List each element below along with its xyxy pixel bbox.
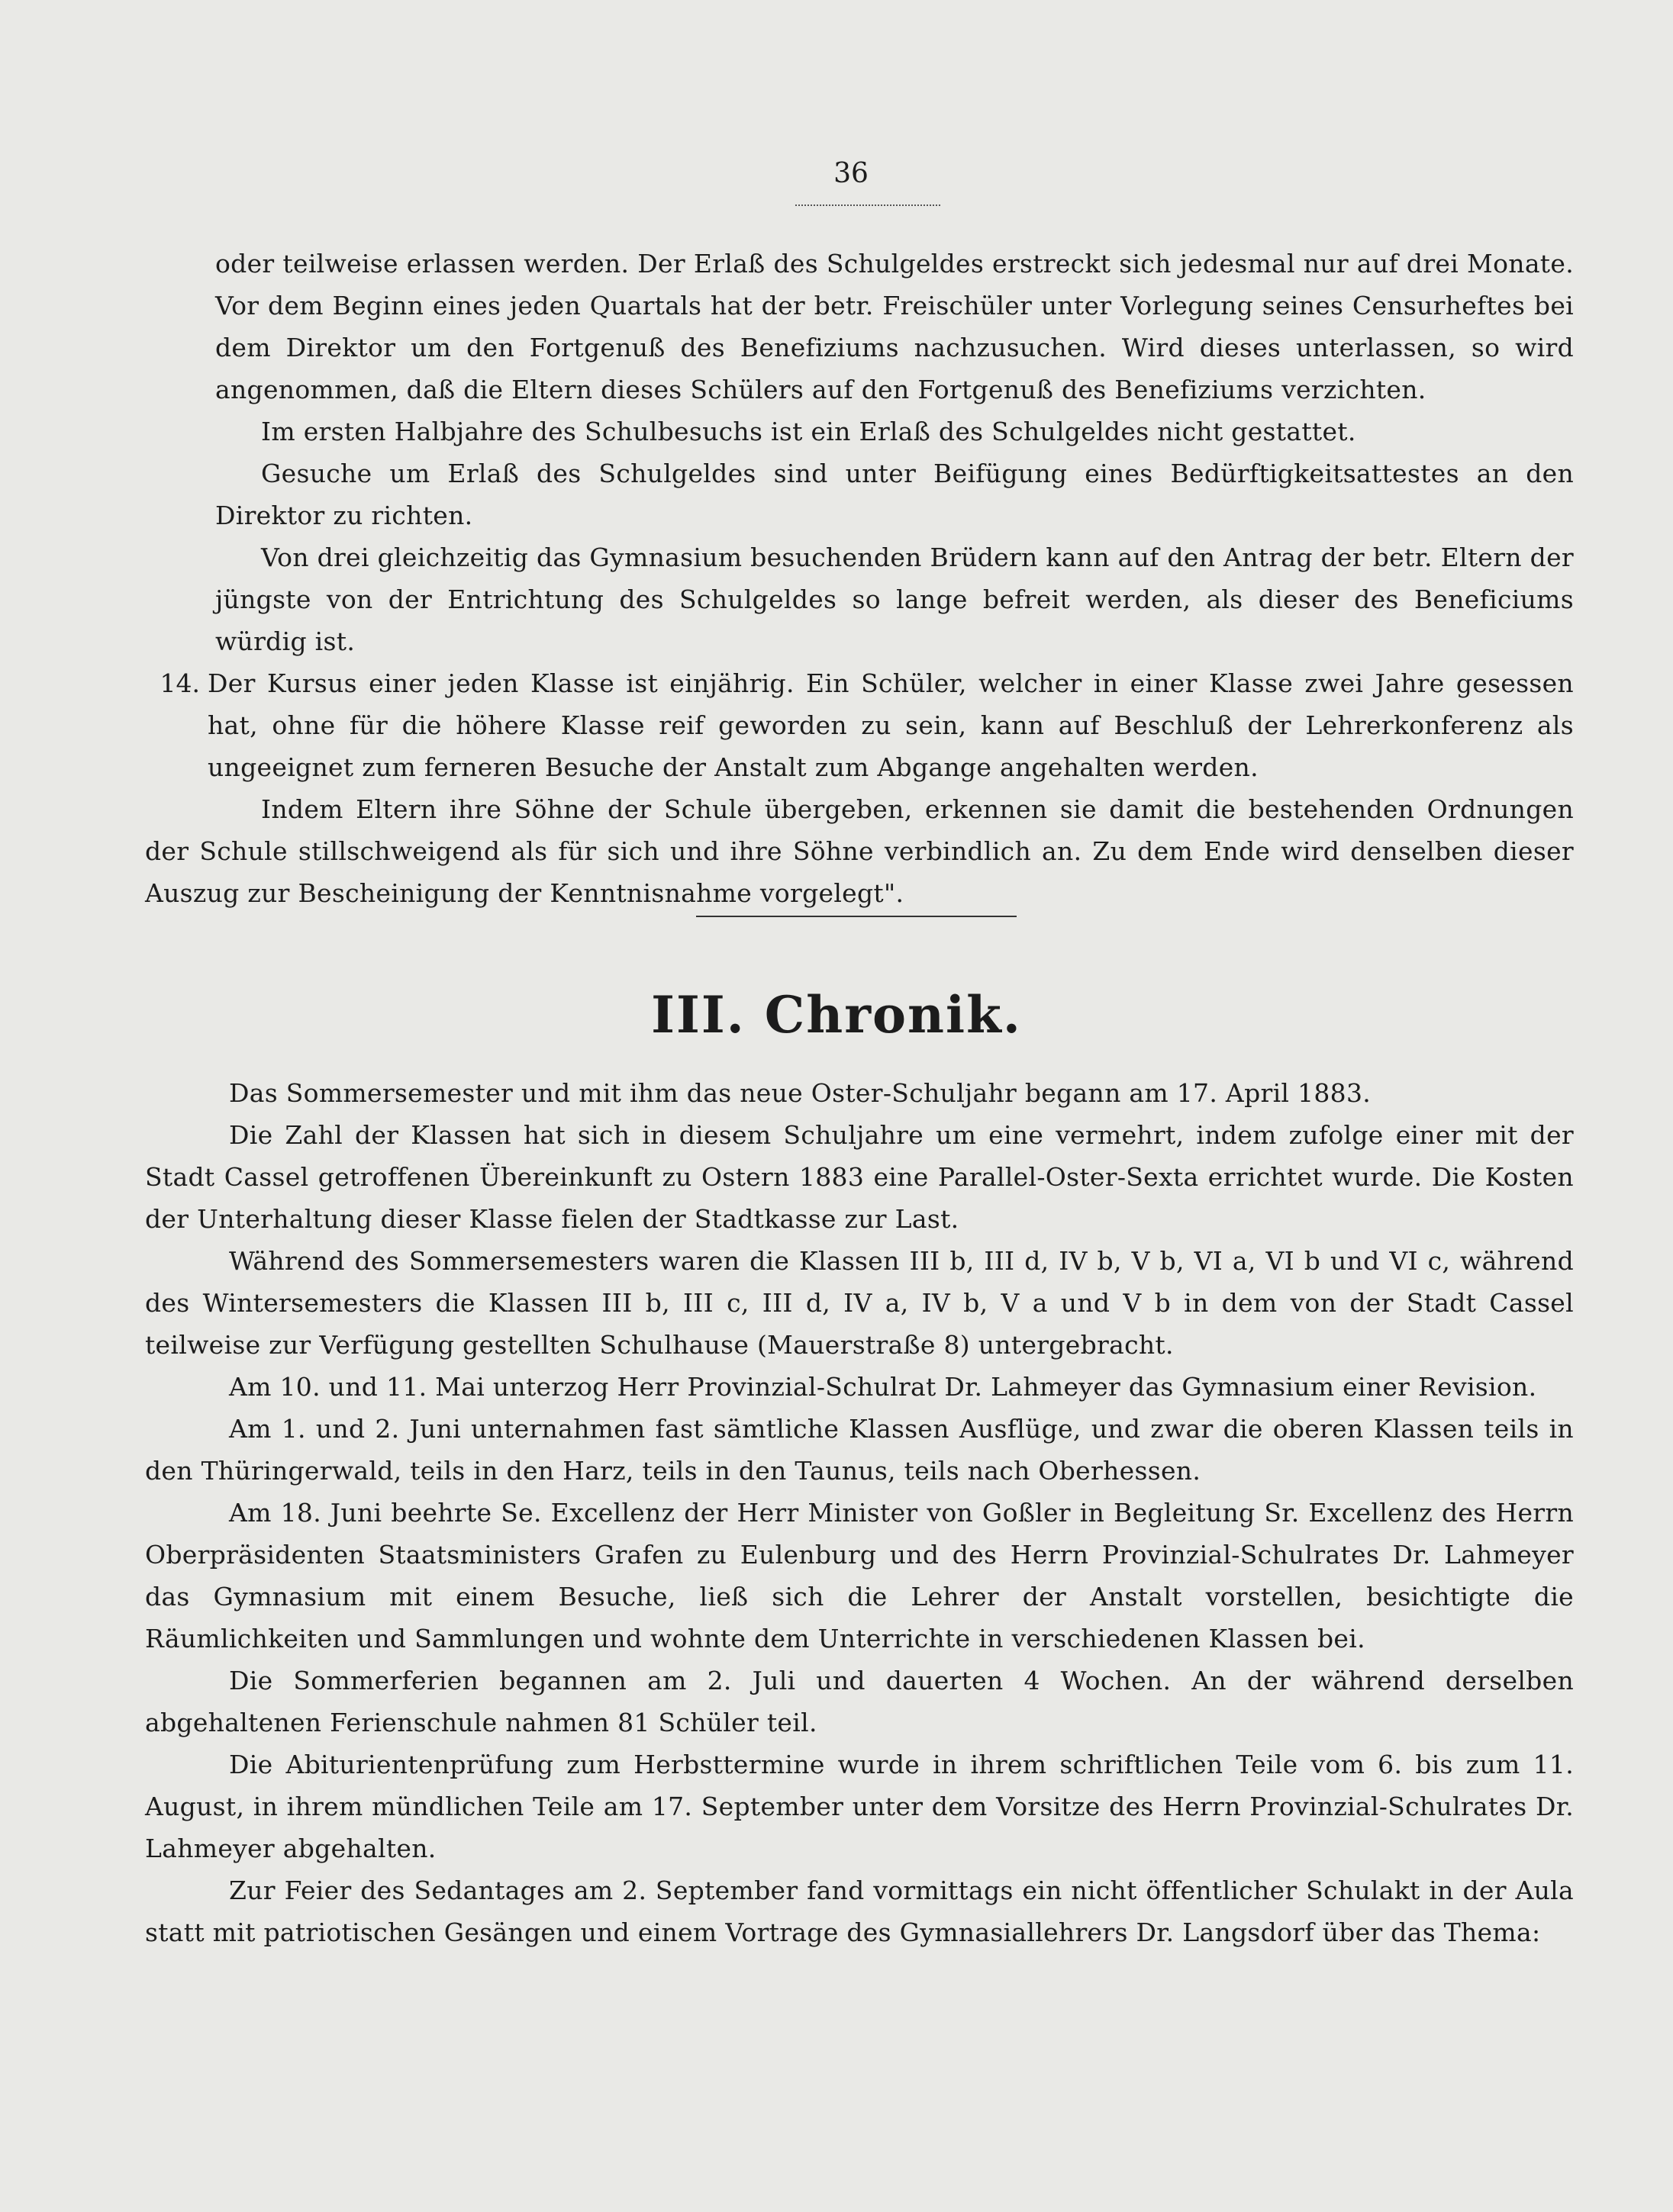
page-number-ornament bbox=[795, 200, 940, 206]
paragraph: Von drei gleichzeitig das Gymnasium besuchenden Brüdern kann auf den Antrag der betr. Eltern der jüngste von der Entrichtung des Schulgeldes so lange befreit werden, als dieser des Beneficiums würdig ist. bbox=[215, 543, 1574, 656]
page-number: 36 bbox=[833, 158, 869, 189]
chronicle-section bbox=[0, 1072, 1673, 1953]
section-divider bbox=[696, 916, 1017, 917]
section-heading: III. Chronik. bbox=[651, 985, 1022, 1045]
paragraph: Die Sommerferien begannen am 2. Juli und dauerten 4 Wochen. An der während derselben abgehaltenen Ferienschule nahmen 81 Schüler teil. bbox=[145, 1666, 1574, 1737]
paragraph: Während des Sommersemesters waren die Klassen III b, III d, IV b, V b, VI a, VI b und VI c, während des Wintersemesters die Klassen III b, III c, III d, IV a, IV b, V a und V b in dem von der Stadt Cassel teilweise zur Verfügung gestellten Schulhause (Mauerstraße 8) untergebracht. bbox=[145, 1246, 1574, 1360]
paragraph: Gesuche um Erlaß des Schulgeldes sind unter Beifügung eines Bedürftigkeitsattestes an den Direktor zu richten. bbox=[215, 459, 1574, 530]
paragraph: Am 18. Juni beehrte Se. Excellenz der Herr Minister von Goßler in Begleitung Sr. Excellenz des Herrn Oberpräsidenten Staatsministers Grafen zu Eulenburg und des Herrn Provinzial-Schulrates Dr. Lahmeyer das Gymnasium mit einem Besuche, ließ sich die Lehrer der Anstalt vorstellen, besichtigte die Räumlichkeiten und Sammlungen und wohnte dem Unterrichte in verschiedenen Klassen bei. bbox=[145, 1498, 1574, 1653]
paragraph: Am 1. und 2. Juni unternahmen fast sämtliche Klassen Ausflüge, und zwar die oberen Klassen teils in den Thüringerwald, teils in den Harz, teils in den Taunus, teils nach Oberhessen. bbox=[145, 1414, 1574, 1486]
item-number: 14. bbox=[160, 668, 200, 698]
closing-paragraph: Indem Eltern ihre Söhne der Schule übergeben, erkennen sie damit die bestehenden Ordnungen der Schule stillschweigend als für sich und ihre Söhne verbindlich an. Zu dem Ende wird denselben dieser Auszug zur Bescheinigung der Kenntnisnahme vorgelegt". bbox=[145, 794, 1574, 908]
paragraph: Am 10. und 11. Mai unterzog Herr Provinzial-Schulrat Dr. Lahmeyer das Gymnasium einer Revision. bbox=[229, 1372, 1537, 1402]
paragraph: Die Abiturientenprüfung zum Herbsttermine wurde in ihrem schriftlichen Teile vom 6. bis zum 11. August, in ihrem mündlichen Teile am 17. September unter dem Vorsitze des Herrn Provinzial-Schulrates Dr. Lahmeyer abgehalten. bbox=[145, 1750, 1574, 1863]
paragraph: Die Zahl der Klassen hat sich in diesem Schuljahre um eine vermehrt, indem zufolge einer mit der Stadt Cassel getroffenen Übereinkunft zu Ostern 1883 eine Parallel-Oster-Sexta errichtet wurde. Die Kosten der Unterhaltung dieser Klasse fielen der Stadtkasse zur Last. bbox=[145, 1120, 1574, 1234]
paragraph: Im ersten Halbjahre des Schulbesuchs ist ein Erlaß des Schulgeldes nicht gestattet. bbox=[261, 417, 1356, 446]
paragraph: oder teilweise erlassen werden. Der Erlaß des Schulgeldes erstreckt sich jedesmal nur auf drei Monate. Vor dem Beginn eines jeden Quartals hat der betr. Freischüler unter Vorlegung seines Censurheftes bei dem Direktor um den Fortgenuß des Benefiziums nachzusuchen. Wird dieses unterlassen, so wird angenommen, daß die Eltern dieses Schülers auf den Fortgenuß des Benefiziums verzichten. bbox=[215, 249, 1574, 404]
paragraph: Zur Feier des Sedantages am 2. September fand vormittags ein nicht öffentlicher Schulakt in der Aula statt mit patriotischen Gesängen und einem Vortrage des Gymnasiallehrers Dr. Langsdorf über das Thema: bbox=[145, 1876, 1574, 1947]
paragraph: Der Kursus einer jeden Klasse ist einjährig. Ein Schüler, welcher in einer Klasse zwei Jahre gesessen hat, ohne für die höhere Klasse reif geworden zu sein, kann auf Beschluß der Lehrerkonferenz als ungeeignet zum ferneren Besuche der Anstalt zum Abgange angehalten werden. bbox=[208, 668, 1574, 782]
paragraph: Das Sommersemester und mit ihm das neue Oster-Schuljahr begann am 17. April 1883. bbox=[229, 1078, 1372, 1108]
item-body bbox=[208, 662, 1574, 788]
regulations-continuation bbox=[0, 243, 1673, 914]
numbered-item-14 bbox=[0, 662, 1673, 788]
